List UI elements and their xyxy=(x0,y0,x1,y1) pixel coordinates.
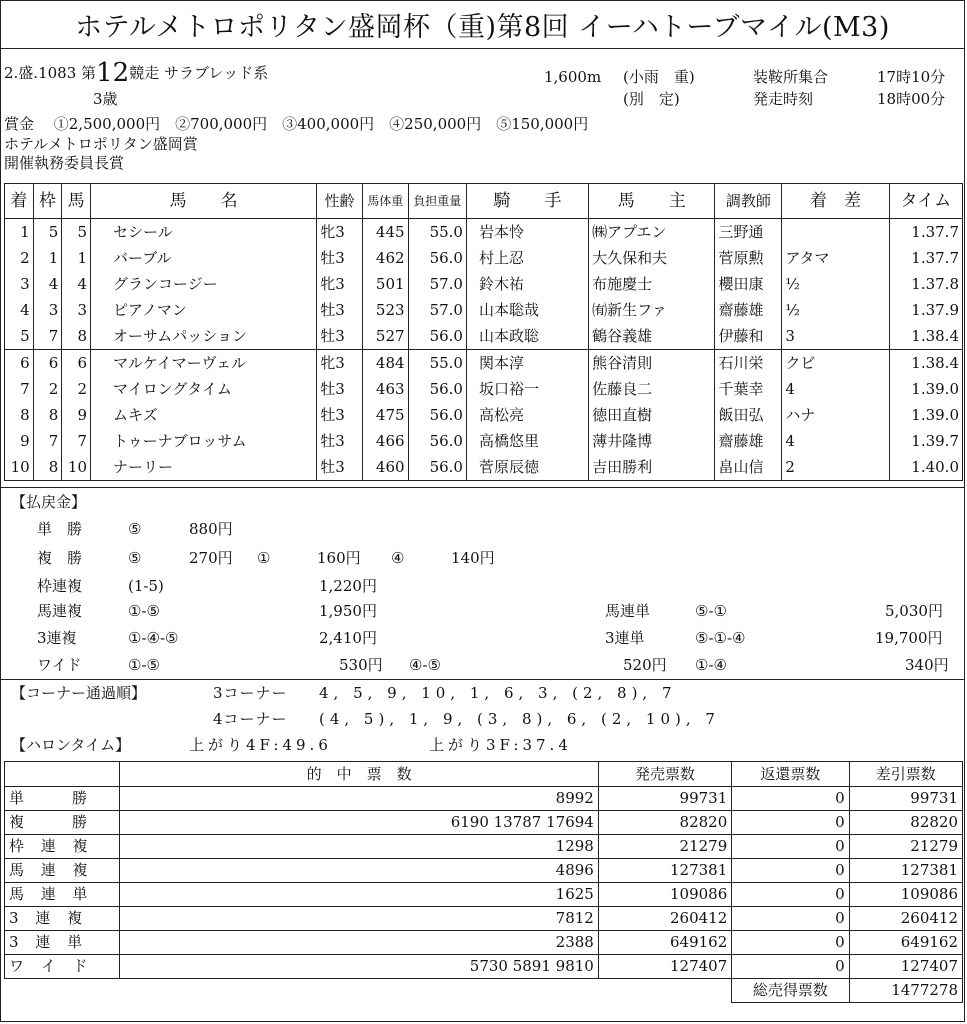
cell-trainer: 飯田弘 xyxy=(715,402,782,428)
race-condition: (別 定) xyxy=(623,90,680,108)
table-row xyxy=(5,219,963,246)
sales-cell-label: ワ イ ド xyxy=(5,955,120,979)
cell-pos: 2 xyxy=(5,245,34,271)
cell-weight: 462 xyxy=(362,245,408,271)
tansho-value: 880円 xyxy=(189,520,233,538)
col-time: タイム xyxy=(889,184,962,219)
cell-time: 1.40.0 xyxy=(889,454,962,481)
table-row xyxy=(5,323,963,350)
cell-sexage: 牝3 xyxy=(317,219,363,246)
col-sexage: 性齢 xyxy=(317,184,363,219)
race-breed: サラブレッド系 xyxy=(163,64,269,82)
cell-pos: 1 xyxy=(5,219,34,246)
umaren-combo: ①-⑤ xyxy=(128,602,160,620)
race-kyoso: 競走 xyxy=(129,64,160,82)
sales-cell-hit: 8992 xyxy=(120,787,598,811)
cell-weight: 463 xyxy=(362,376,408,402)
sales-body xyxy=(5,787,963,979)
cell-owner: ㈲新生ファ xyxy=(589,297,715,323)
fukusho-combo-1: ⑤ xyxy=(128,549,142,567)
cell-burden: 55.0 xyxy=(408,219,466,246)
cell-jockey: 菅原辰徳 xyxy=(466,454,588,481)
cell-pos: 6 xyxy=(5,350,34,377)
race-code: 2.盛.1083 xyxy=(4,64,77,82)
cell-waku: 5 xyxy=(33,219,62,246)
furlong-4f: 上がり4F:49.6 xyxy=(189,736,332,754)
cell-name: オーサムパッション xyxy=(91,323,317,350)
col-trainer: 調教師 xyxy=(715,184,782,219)
sales-cell-hit: 2388 xyxy=(120,931,598,955)
race-code-line xyxy=(4,58,269,88)
cell-margin xyxy=(782,219,889,246)
cell-uma: 2 xyxy=(62,376,91,402)
sales-col-hit: 的 中 票 数 xyxy=(120,762,598,787)
prize-money: 賞金 ①2,500,000円 ②700,000円 ③400,000円 ④250,000円 ⑤150,000円 xyxy=(4,115,589,133)
sales-cell-sold: 21279 xyxy=(598,835,731,859)
cell-margin: 4 xyxy=(782,428,889,454)
cell-pos: 8 xyxy=(5,402,34,428)
sanrentan-combo: ⑤-①-④ xyxy=(695,629,746,647)
cell-burden: 56.0 xyxy=(408,428,466,454)
cell-uma: 1 xyxy=(62,245,91,271)
wide-value-1: 530円 xyxy=(339,656,383,674)
cell-margin: ½ xyxy=(782,297,889,323)
sales-col-sold: 発売票数 xyxy=(598,762,731,787)
fukusho-value-2: 160円 xyxy=(317,549,361,567)
cell-margin: ハナ xyxy=(782,402,889,428)
umaren-label: 馬連複 xyxy=(37,602,83,620)
cell-waku: 3 xyxy=(33,297,62,323)
wakuren-value: 1,220円 xyxy=(319,577,377,595)
sales-cell-net: 127407 xyxy=(849,955,962,979)
cell-margin: 2 xyxy=(782,454,889,481)
cell-weight: 466 xyxy=(362,428,408,454)
sales-cell-label: 馬 連 単 xyxy=(5,883,120,907)
cell-margin: 3 xyxy=(782,323,889,350)
sales-cell-hit: 1298 xyxy=(120,835,598,859)
start-label: 発走時刻 xyxy=(753,90,814,108)
tansho-combo: ⑤ xyxy=(128,520,142,538)
cell-trainer: 千葉幸 xyxy=(715,376,782,402)
cell-burden: 56.0 xyxy=(408,376,466,402)
wide-combo-3: ①-④ xyxy=(695,656,727,674)
payout-heading: 【払戻金】 xyxy=(11,493,87,511)
cell-owner: 徳田直樹 xyxy=(589,402,715,428)
cell-sexage: 牡3 xyxy=(317,402,363,428)
sales-cell-sold: 127381 xyxy=(598,859,731,883)
cell-waku: 8 xyxy=(33,402,62,428)
col-waku: 枠 xyxy=(33,184,62,219)
cell-uma: 3 xyxy=(62,297,91,323)
sales-total-label: 総売得票数 xyxy=(732,979,849,1003)
cell-name: ピアノマン xyxy=(91,297,317,323)
sales-total-spacer xyxy=(5,979,732,1003)
cell-pos: 10 xyxy=(5,454,34,481)
wide-value-3: 340円 xyxy=(905,656,949,674)
sales-total-row xyxy=(5,979,963,1003)
cell-pos: 3 xyxy=(5,271,34,297)
paddock-label: 装鞍所集合 xyxy=(753,68,829,86)
cell-jockey: 関本淳 xyxy=(466,350,588,377)
sales-cell-label: 馬 連 複 xyxy=(5,859,120,883)
cell-trainer: 伊藤和 xyxy=(715,323,782,350)
wakuren-combo: (1-5) xyxy=(128,577,164,595)
race-age: 3歳 xyxy=(93,90,118,108)
table-row xyxy=(5,245,963,271)
sales-cell-sold: 99731 xyxy=(598,787,731,811)
cell-burden: 57.0 xyxy=(408,297,466,323)
cell-trainer: 齋藤雄 xyxy=(715,428,782,454)
sales-row xyxy=(5,931,963,955)
col-burden: 負担重量 xyxy=(408,184,466,219)
sales-cell-hit: 5730 5891 9810 xyxy=(120,955,598,979)
tansho-label: 単 勝 xyxy=(37,520,83,538)
sales-col-net: 差引票数 xyxy=(849,762,962,787)
sales-cell-net: 99731 xyxy=(849,787,962,811)
cell-waku: 4 xyxy=(33,271,62,297)
umaren-value: 1,950円 xyxy=(319,602,377,620)
sales-cell-sold: 127407 xyxy=(598,955,731,979)
sales-cell-refund: 0 xyxy=(732,931,849,955)
paddock-time: 17時10分 xyxy=(877,68,946,86)
cell-weight: 501 xyxy=(362,271,408,297)
results-header-row xyxy=(5,184,963,219)
cell-name: マルケイマーヴェル xyxy=(91,350,317,377)
cell-trainer: 石川栄 xyxy=(715,350,782,377)
table-row xyxy=(5,402,963,428)
sanrentan-value: 19,700円 xyxy=(875,629,943,647)
wakuren-label: 枠連複 xyxy=(37,577,83,595)
cell-owner: 薄井隆博 xyxy=(589,428,715,454)
table-row xyxy=(5,428,963,454)
sales-cell-sold: 109086 xyxy=(598,883,731,907)
cell-weight: 484 xyxy=(362,350,408,377)
cell-time: 1.37.7 xyxy=(889,245,962,271)
sales-cell-net: 260412 xyxy=(849,907,962,931)
cell-jockey: 坂口裕一 xyxy=(466,376,588,402)
sales-cell-net: 109086 xyxy=(849,883,962,907)
col-jockey: 騎 手 xyxy=(466,184,588,219)
sales-cell-refund: 0 xyxy=(732,907,849,931)
cell-weight: 527 xyxy=(362,323,408,350)
cell-time: 1.39.0 xyxy=(889,402,962,428)
cell-trainer: 畠山信 xyxy=(715,454,782,481)
sales-table xyxy=(4,761,963,1003)
fukusho-label: 複 勝 xyxy=(37,549,83,567)
sales-cell-hit: 4896 xyxy=(120,859,598,883)
sales-row xyxy=(5,811,963,835)
sales-col-type xyxy=(5,762,120,787)
cell-sexage: 牡3 xyxy=(317,297,363,323)
col-margin: 着 差 xyxy=(782,184,889,219)
cell-pos: 5 xyxy=(5,323,34,350)
cell-burden: 56.0 xyxy=(408,245,466,271)
cell-waku: 2 xyxy=(33,376,62,402)
sales-row xyxy=(5,787,963,811)
sales-cell-hit: 1625 xyxy=(120,883,598,907)
cell-jockey: 村上忍 xyxy=(466,245,588,271)
race-number: 12 xyxy=(96,58,130,88)
cell-trainer: 齋藤雄 xyxy=(715,297,782,323)
cell-trainer: 櫻田康 xyxy=(715,271,782,297)
sales-cell-refund: 0 xyxy=(732,955,849,979)
cell-uma: 8 xyxy=(62,323,91,350)
sales-cell-label: 3 連 単 xyxy=(5,931,120,955)
cell-burden: 56.0 xyxy=(408,402,466,428)
sales-row xyxy=(5,835,963,859)
cell-name: マイロングタイム xyxy=(91,376,317,402)
cell-uma: 4 xyxy=(62,271,91,297)
cell-jockey: 高橋悠里 xyxy=(466,428,588,454)
sales-cell-refund: 0 xyxy=(732,883,849,907)
cell-sexage: 牝3 xyxy=(317,350,363,377)
cell-weight: 445 xyxy=(362,219,408,246)
results-bottom-line xyxy=(1,487,964,488)
cell-pos: 7 xyxy=(5,376,34,402)
fukusho-value-1: 270円 xyxy=(189,549,233,567)
award-2: 開催執務委員長賞 xyxy=(4,154,125,172)
cell-name: トゥーナブロッサム xyxy=(91,428,317,454)
cell-owner: 鶴谷義雄 xyxy=(589,323,715,350)
cell-waku: 1 xyxy=(33,245,62,271)
sales-cell-label: 枠 連 複 xyxy=(5,835,120,859)
cell-uma: 7 xyxy=(62,428,91,454)
results-table xyxy=(4,183,963,481)
sanrenpuku-value: 2,410円 xyxy=(319,629,377,647)
sales-row xyxy=(5,883,963,907)
cell-name: グランコージー xyxy=(91,271,317,297)
wide-label: ワイド xyxy=(37,656,82,674)
cell-sexage: 牡3 xyxy=(317,454,363,481)
cell-sexage: 牡3 xyxy=(317,323,363,350)
payout-bottom-line xyxy=(1,679,964,680)
cell-waku: 7 xyxy=(33,323,62,350)
col-weight: 馬体重 xyxy=(362,184,408,219)
cell-jockey: 高松亮 xyxy=(466,402,588,428)
sales-cell-label: 複 勝 xyxy=(5,811,120,835)
col-owner: 馬 主 xyxy=(589,184,715,219)
umatan-label: 馬連単 xyxy=(605,602,651,620)
cell-owner: 大久保和夫 xyxy=(589,245,715,271)
sales-cell-net: 127381 xyxy=(849,859,962,883)
start-time: 18時00分 xyxy=(877,90,946,108)
table-row xyxy=(5,297,963,323)
table-row xyxy=(5,376,963,402)
results-body xyxy=(5,219,963,481)
sales-col-refund: 返還票数 xyxy=(732,762,849,787)
cell-owner: ㈱アプエン xyxy=(589,219,715,246)
cell-owner: 吉田勝利 xyxy=(589,454,715,481)
title-divider xyxy=(1,48,964,49)
col-pos: 着 xyxy=(5,184,34,219)
fukusho-combo-3: ④ xyxy=(391,549,405,567)
cell-owner: 熊谷清則 xyxy=(589,350,715,377)
cell-burden: 56.0 xyxy=(408,323,466,350)
cell-name: バーブル xyxy=(91,245,317,271)
cell-weight: 523 xyxy=(362,297,408,323)
cell-jockey: 山本政聡 xyxy=(466,323,588,350)
corner-3-order: 4, 5, 9, 10, 1, 6, 3, (2, 8), 7 xyxy=(319,684,677,702)
fukusho-combo-2: ① xyxy=(257,549,271,567)
cell-waku: 6 xyxy=(33,350,62,377)
cell-sexage: 牡3 xyxy=(317,376,363,402)
table-row xyxy=(5,454,963,481)
cell-waku: 7 xyxy=(33,428,62,454)
sanrentan-label: 3連単 xyxy=(605,629,645,647)
wide-combo-2: ④-⑤ xyxy=(409,656,441,674)
race-dai: 第 xyxy=(81,64,97,82)
cell-uma: 5 xyxy=(62,219,91,246)
furlong-heading: 【ハロンタイム】 xyxy=(11,736,131,754)
cell-name: セシール xyxy=(91,219,317,246)
cell-time: 1.39.7 xyxy=(889,428,962,454)
cell-name: ムキズ xyxy=(91,402,317,428)
cell-margin: クビ xyxy=(782,350,889,377)
table-row xyxy=(5,271,963,297)
sales-cell-refund: 0 xyxy=(732,835,849,859)
sales-row xyxy=(5,955,963,979)
sales-cell-refund: 0 xyxy=(732,859,849,883)
sales-cell-refund: 0 xyxy=(732,811,849,835)
cell-weight: 460 xyxy=(362,454,408,481)
cell-trainer: 三野通 xyxy=(715,219,782,246)
sales-cell-sold: 82820 xyxy=(598,811,731,835)
fukusho-value-3: 140円 xyxy=(451,549,495,567)
cell-margin: アタマ xyxy=(782,245,889,271)
cell-sexage: 牝3 xyxy=(317,271,363,297)
sales-header-row xyxy=(5,762,963,787)
corner-3-label: 3コーナー xyxy=(213,684,288,702)
cell-uma: 10 xyxy=(62,454,91,481)
umatan-value: 5,030円 xyxy=(885,602,943,620)
sales-row xyxy=(5,859,963,883)
sales-cell-label: 単 勝 xyxy=(5,787,120,811)
cell-owner: 佐藤良二 xyxy=(589,376,715,402)
sales-cell-net: 649162 xyxy=(849,931,962,955)
sales-cell-sold: 649162 xyxy=(598,931,731,955)
cell-trainer: 菅原勲 xyxy=(715,245,782,271)
cell-burden: 56.0 xyxy=(408,454,466,481)
sales-cell-sold: 260412 xyxy=(598,907,731,931)
sanrenpuku-combo: ①-④-⑤ xyxy=(128,629,179,647)
cell-margin: ½ xyxy=(782,271,889,297)
cell-waku: 8 xyxy=(33,454,62,481)
corner-4-label: 4コーナー xyxy=(213,710,288,728)
cell-uma: 6 xyxy=(62,350,91,377)
sanrenpuku-label: 3連複 xyxy=(37,629,77,647)
cell-jockey: 岩本怜 xyxy=(466,219,588,246)
cell-time: 1.37.7 xyxy=(889,219,962,246)
cell-sexage: 牡3 xyxy=(317,428,363,454)
cell-time: 1.38.4 xyxy=(889,350,962,377)
col-name: 馬 名 xyxy=(91,184,317,219)
wide-combo-1: ①-⑤ xyxy=(128,656,160,674)
race-distance: 1,600m xyxy=(544,68,602,86)
sales-cell-hit: 7812 xyxy=(120,907,598,931)
cell-pos: 4 xyxy=(5,297,34,323)
cell-time: 1.37.8 xyxy=(889,271,962,297)
wide-value-2: 520円 xyxy=(623,656,667,674)
cell-uma: 9 xyxy=(62,402,91,428)
corner-heading: 【コーナー通過順】 xyxy=(11,684,147,702)
cell-margin: 4 xyxy=(782,376,889,402)
cell-time: 1.38.4 xyxy=(889,323,962,350)
race-weather: (小雨 重) xyxy=(623,68,695,86)
sales-cell-net: 82820 xyxy=(849,811,962,835)
sales-cell-net: 21279 xyxy=(849,835,962,859)
col-uma: 馬 xyxy=(62,184,91,219)
cell-burden: 57.0 xyxy=(408,271,466,297)
cell-jockey: 山本聡哉 xyxy=(466,297,588,323)
cell-time: 1.39.0 xyxy=(889,376,962,402)
furlong-3f: 上がり3F:37.4 xyxy=(429,736,572,754)
table-row xyxy=(5,350,963,377)
cell-name: ナーリー xyxy=(91,454,317,481)
cell-time: 1.37.9 xyxy=(889,297,962,323)
umatan-combo: ⑤-① xyxy=(695,602,727,620)
corner-4-order: (4, 5), 1, 9, (3, 8), 6, (2, 10), 7 xyxy=(319,710,720,728)
sales-cell-hit: 6190 13787 17694 xyxy=(120,811,598,835)
cell-pos: 9 xyxy=(5,428,34,454)
cell-burden: 55.0 xyxy=(408,350,466,377)
sales-cell-refund: 0 xyxy=(732,787,849,811)
award-1: ホテルメトロポリタン盛岡賞 xyxy=(4,135,198,153)
sales-cell-label: 3 連 複 xyxy=(5,907,120,931)
sales-row xyxy=(5,907,963,931)
sales-total-value: 1477278 xyxy=(849,979,962,1003)
cell-jockey: 鈴木祐 xyxy=(466,271,588,297)
cell-sexage: 牡3 xyxy=(317,245,363,271)
race-title: ホテルメトロポリタン盛岡杯（重)第8回 イーハトーブマイル(M3) xyxy=(75,12,890,43)
cell-owner: 布施慶士 xyxy=(589,271,715,297)
cell-weight: 475 xyxy=(362,402,408,428)
